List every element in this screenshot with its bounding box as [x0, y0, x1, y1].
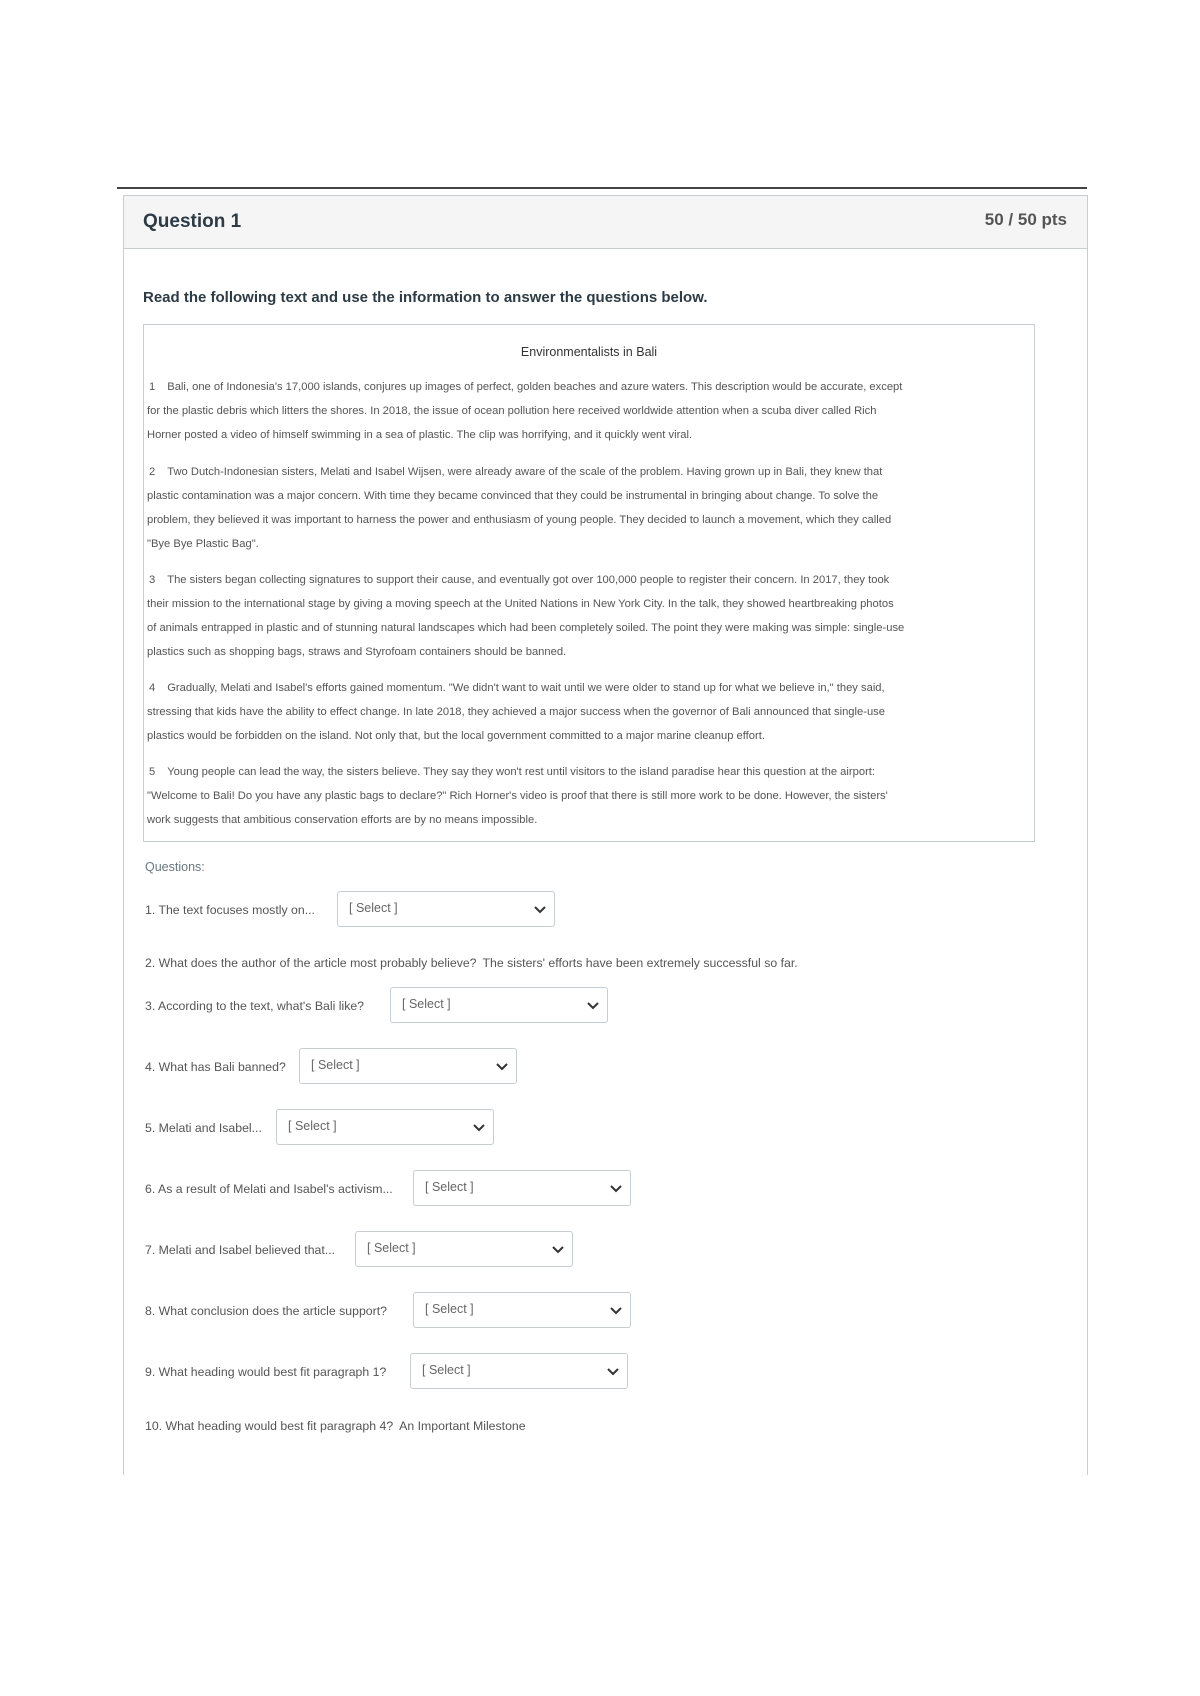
- answer-select-7[interactable]: [355, 1231, 573, 1267]
- paragraph-5: [147, 760, 1029, 832]
- paragraph-line: their mission to the international stage by giving a moving speech at the United Nations in New York City. In the talk, they showed heartbreaking photos: [147, 598, 894, 610]
- answer-select-9[interactable]: [410, 1353, 628, 1389]
- question-item-2: [145, 956, 798, 970]
- paragraph-line: problem, they believed it was important to harness the power and enthusiasm of young people. They decided to launch a movement, which they called: [147, 514, 892, 526]
- chevron-down-icon: [496, 1061, 508, 1071]
- chevron-down-icon: [473, 1122, 485, 1132]
- paragraph-number: 1: [149, 381, 156, 393]
- question-text: 8. What conclusion does the article support?: [145, 1304, 387, 1318]
- answer-select-6[interactable]: [413, 1170, 631, 1206]
- select-value: [ Select ]: [425, 1180, 474, 1194]
- answer-text: An Important Milestone: [399, 1419, 526, 1433]
- question-text: 1. The text focuses mostly on...: [145, 903, 315, 917]
- paragraph-line: Gradually, Melati and Isabel's efforts gained momentum. "We didn't want to wait until we were older to stand up for what we believe in," they said,: [167, 682, 885, 694]
- question-header: [124, 195, 1087, 249]
- question-card: [123, 195, 1088, 1475]
- select-value: [ Select ]: [422, 1363, 471, 1377]
- answer-select-8[interactable]: [413, 1292, 631, 1328]
- question-text: 3. According to the text, what's Bali like?: [145, 999, 365, 1013]
- question-item-10: [145, 1419, 526, 1433]
- paragraph-line: work suggests that ambitious conservation efforts are by no means impossible.: [147, 814, 538, 826]
- answer-select-5[interactable]: [276, 1109, 494, 1145]
- question-text: 10. What heading would best fit paragraph 4?: [145, 1419, 394, 1433]
- question-text: 2. What does the author of the article most probably believe?: [145, 956, 477, 970]
- paragraph-line: stressing that kids have the ability to effect change. In late 2018, they achieved a major success when the governor of Bali announced that single-use: [147, 706, 885, 718]
- select-value: [ Select ]: [349, 901, 398, 915]
- top-divider: [117, 187, 1087, 189]
- paragraph-number: 5: [149, 766, 156, 778]
- paragraph-line: The sisters began collecting signatures to support their cause, and eventually got over 100,000 people to register their concern. In 2017, they took: [167, 574, 890, 586]
- chevron-down-icon: [552, 1244, 564, 1254]
- paragraph-line: plastics such as shopping bags, straws and Styrofoam containers should be banned.: [147, 646, 567, 658]
- answer-select-1[interactable]: [337, 891, 555, 927]
- paragraph-line: "Bye Bye Plastic Bag".: [147, 538, 259, 550]
- paragraph-3: [147, 568, 1029, 664]
- question-text: 6. As a result of Melati and Isabel's activism...: [145, 1182, 393, 1196]
- paragraph-line: "Welcome to Bali! Do you have any plastic bags to declare?" Rich Horner's video is proof that there is still more work to be done. However, the sisters': [147, 790, 888, 802]
- paragraph-1: [147, 375, 1029, 447]
- chevron-down-icon: [607, 1366, 619, 1376]
- paragraph-line: Bali, one of Indonesia's 17,000 islands, conjures up images of perfect, golden beaches and azure waters. This description would be accurate, except: [167, 381, 903, 393]
- paragraph-line: plastic contamination was a major concern. With time they became convinced that they could be instrumental in bringing about change. To solve the: [147, 490, 879, 502]
- paragraph-line: for the plastic debris which litters the shores. In 2018, the issue of ocean pollution here received worldwide attention when a scuba diver called Rich: [147, 405, 877, 417]
- question-title: Question 1: [143, 211, 242, 232]
- question-points: 50 / 50 pts: [984, 210, 1067, 229]
- paragraph-line: Two Dutch-Indonesian sisters, Melati and Isabel Wijsen, were already aware of the scale of the problem. Having grown up in Bali, they knew that: [167, 466, 883, 478]
- paragraph-number: 2: [149, 466, 156, 478]
- paragraph-line: Young people can lead the way, the sisters believe. They say they won't rest until visitors to the island paradise hear this question at the airport:: [167, 766, 876, 778]
- chevron-down-icon: [610, 1183, 622, 1193]
- paragraph-number: 3: [149, 574, 156, 586]
- paragraph-line: of animals entrapped in plastic and of stunning natural landscapes which had been completely soiled. The point they were making was simple: single-use: [147, 622, 905, 634]
- answer-select-4[interactable]: [299, 1048, 517, 1084]
- select-value: [ Select ]: [425, 1302, 474, 1316]
- paragraph-4: [147, 676, 1029, 748]
- reading-passage: [143, 324, 1035, 842]
- chevron-down-icon: [534, 904, 546, 914]
- paragraph-2: [147, 460, 1029, 556]
- chevron-down-icon: [610, 1305, 622, 1315]
- paragraph-number: 4: [149, 682, 156, 694]
- question-instruction: Read the following text and use the information to answer the questions below.: [143, 289, 708, 306]
- question-text: 4. What has Bali banned?: [145, 1060, 286, 1074]
- question-text: 7. Melati and Isabel believed that...: [145, 1243, 336, 1257]
- select-value: [ Select ]: [367, 1241, 416, 1255]
- select-value: [ Select ]: [288, 1119, 337, 1133]
- paragraph-line: Horner posted a video of himself swimming in a sea of plastic. The clip was horrifying, and it quickly went viral.: [147, 429, 693, 441]
- answer-select-3[interactable]: [390, 987, 608, 1023]
- select-value: [ Select ]: [311, 1058, 360, 1072]
- questions-label: Questions:: [145, 860, 205, 874]
- question-text: 9. What heading would best fit paragraph 1?: [145, 1365, 387, 1379]
- chevron-down-icon: [587, 1000, 599, 1010]
- select-value: [ Select ]: [402, 997, 451, 1011]
- paragraph-line: plastics would be forbidden on the island. Not only that, but the local government committed to a major marine cleanup effort.: [147, 730, 765, 742]
- answer-text: The sisters' efforts have been extremely successful so far.: [482, 956, 798, 970]
- reading-title: Environmentalists in Bali: [520, 345, 658, 359]
- question-text: 5. Melati and Isabel...: [145, 1121, 262, 1135]
